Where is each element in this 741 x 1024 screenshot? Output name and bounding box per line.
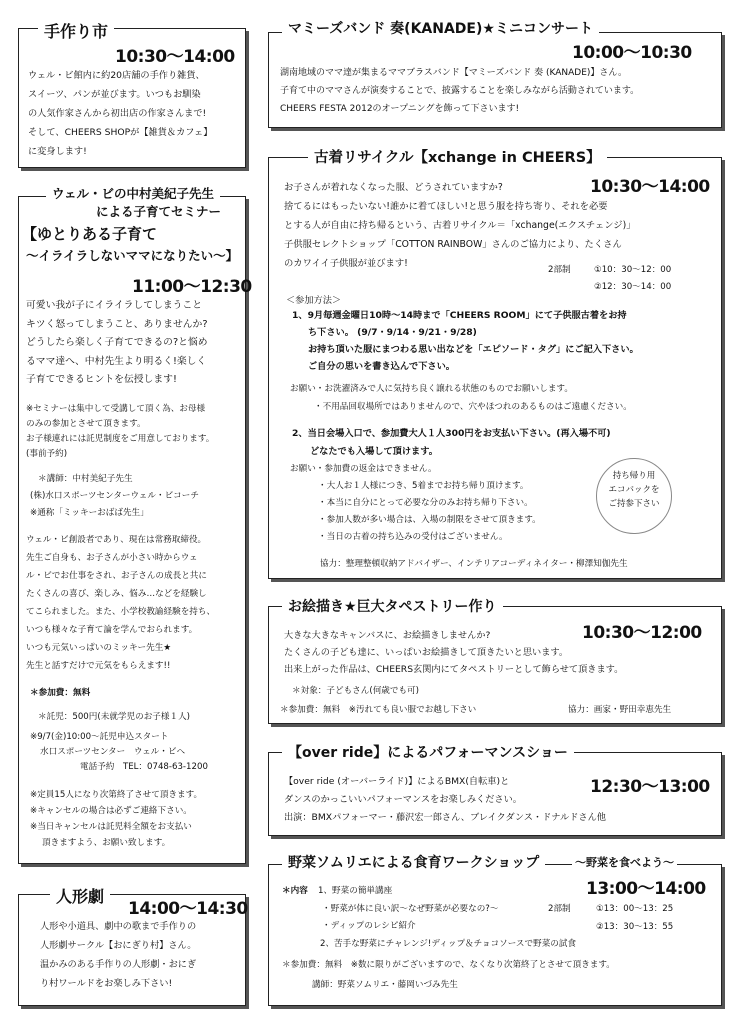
text-line: 先生ご自身も、お子さんが小さい時からウェ: [26, 553, 198, 563]
text-line: 1、野菜の簡単講座: [318, 886, 393, 896]
text-line: とする人が自由に持ち帰るという、古着リサイクル＝「xchange(エクスチェンジ)」: [284, 220, 636, 231]
text-line: 捨てるにはもったいない!誰かに着てほしい!と思う服を持ち寄り、それを必要: [284, 201, 608, 212]
text-line: ・野菜が体に良い訳〜なぜ野菜が必要なの?〜: [322, 903, 499, 914]
text-line: 電話予約 TEL：0748-63-1200: [80, 762, 208, 772]
text-line: どなたでも入場して頂けます。: [310, 446, 438, 457]
text-line: お子様連れには託児制度をご用意しております。: [26, 434, 215, 444]
text-line: ・ディップのレシピ紹介: [322, 921, 416, 931]
text-line: 先生と話すだけで元気をもらえます!!: [26, 661, 171, 671]
text-line: ウェル・ビ館内に約20店舗の手作り雑貨、: [28, 70, 205, 81]
text-line: のカワイイ子供服が並びます!: [284, 258, 408, 269]
text-line: 出来上がった作品は、CHEERS玄関内にてタペストリーとして飾らせて頂きます。: [284, 664, 624, 675]
vegetable-workshop-title: 野菜ソムリエによる食育ワークショップ: [282, 852, 545, 872]
text-line: スイーツ、パンが並びます。いつもお馴染: [28, 89, 201, 100]
handmade-market-title: 手作り市: [38, 19, 114, 42]
seminar-time: 11:00〜12:30: [132, 277, 252, 297]
text-line: ①10：30〜12：00: [594, 265, 672, 275]
text-line: ②13：30〜13：55: [596, 921, 674, 932]
tapestry-title: お絵描き★巨大タペストリー作り: [282, 596, 503, 616]
seminar-subtitle-1: 【ゆとりある子育て: [22, 225, 158, 243]
eco-bag-line: 持ち帰り用: [612, 471, 656, 481]
override-time: 12:30〜13:00: [590, 777, 710, 797]
text-line: 水口スポーツセンター ウェル・ビへ: [40, 747, 186, 757]
text-line: 温かみのある手作りの人形劇・おにぎ: [40, 959, 197, 970]
text-line: お持ち頂いた服にまつわる思い出などを「エピソード・タグ」にご記入下さい。: [308, 344, 639, 355]
text-line: ご自分の思いを書き込んで下さい。: [308, 361, 455, 372]
text-line: キツく怒ってしまうこと、ありませんか?: [26, 318, 208, 330]
text-line: お願い・参加費の返金はできません。: [290, 464, 437, 474]
seminar-heading-1: ウェル・ビの中村美紀子先生: [46, 184, 220, 202]
eco-bag-note: [596, 458, 672, 534]
text-line: ※セミナーは集中して受講して頂く為、お母様: [26, 404, 206, 414]
vegetable-workshop-subtitle: 〜野菜を食べよう〜: [572, 854, 677, 870]
text-line: ＊参加費：無料 ※汚れても良い服でお越し下さい: [280, 705, 477, 715]
text-line: 協力：画家・野田幸恵先生: [568, 705, 672, 715]
text-line: ・参加人数が多い場合は、入場の制限をさせて頂きます。: [318, 515, 541, 525]
text-line: たくさんの子ども達に、いっぱいお絵描きして頂きたいと思います。: [284, 647, 569, 658]
text-line: ※定員15人になり次第終了させて頂きます。: [30, 790, 203, 800]
text-line: 子育て中のママさんが演奏することで、披露することを楽しみながら活動されています。: [280, 86, 640, 96]
text-line: 人形や小道具、劇中の歌まで手作りの: [40, 921, 197, 932]
puppet-show-title: 人形劇: [50, 884, 110, 907]
text-line: ＊内容: [282, 886, 308, 896]
text-line: ・当日の古着の持ち込みの受付はございません。: [318, 532, 508, 542]
text-line: 協力：整理整頓収納アドバイザー、インテリアコーディネイター・柳澤知伽先生: [320, 559, 628, 569]
text-line: ・本当に自分にとって必要な分のみお持ち帰り下さい。: [318, 498, 533, 508]
text-line: てこられました。また、小学校教諭経験を持ち、: [26, 607, 216, 617]
eco-bag-line: エコバックを: [608, 485, 660, 495]
text-line: 湖南地域のママ達が集まるママブラスバンド【マミーズバンド 奏 (KANADE)】さん。: [280, 68, 627, 78]
text-line: ※キャンセルの場合は必ずご連絡下さい。: [30, 806, 192, 816]
seminar-heading-2: による子育てセミナー: [96, 204, 222, 219]
handmade-market-time: 10:30〜14:00: [115, 47, 235, 67]
text-line: 1、9月毎週金曜日10時〜14時まで「CHEERS ROOM」にて子供服古着をお持: [292, 310, 627, 321]
puppet-show-time: 14:00〜14:30: [128, 899, 248, 919]
text-line: 2、当日会場入口で、参加費大人１人300円をお支払い下さい。(再入場不可): [292, 428, 611, 439]
text-line: ＊参加費：無料 ※数に限りがございますので、なくなり次第終了とさせて頂きます。: [282, 960, 615, 970]
text-line: ※9/7(金)10:00〜託児申込スタート: [30, 732, 169, 742]
text-line: 【over ride (オーバーライド)】によるBMX(自転車)と: [284, 776, 510, 787]
text-line: いつも様々な子育て論を学んでおられます。: [26, 625, 198, 635]
text-line: 大きな大きなキャンバスに、お絵描きしませんか?: [284, 630, 491, 641]
text-line: ＊対象：子どもさん(何歳でも可): [292, 686, 420, 696]
text-line: 2部制: [548, 904, 571, 914]
text-line: 講師：野菜ソムリエ・藤岡いづみ先生: [312, 980, 458, 990]
text-line: お子さんが着れなくなった服、どうされていますか?: [284, 182, 503, 193]
text-line: たくさんの喜び、楽しみ、悩み…などを経験し: [26, 589, 207, 599]
text-line: ※通称「ミッキーおばば先生」: [30, 508, 149, 518]
text-line: の人気作家さんから初出店の作家さんまで!: [28, 108, 207, 119]
text-line: ※当日キャンセルは託児料全額をお支払い: [30, 822, 192, 832]
text-line: (株)水口スポーツセンターウェル・ビコーチ: [30, 491, 199, 501]
vegetable-workshop-time: 13:00〜14:00: [586, 879, 706, 899]
text-line: 可愛い我が子にイライラしてしまうこと: [26, 300, 203, 311]
override-title: 【over ride】によるパフォーマンスショー: [282, 742, 574, 762]
concert-time: 10:00〜10:30: [572, 43, 692, 63]
text-line: 子供服セレクトショップ「COTTON RAINBOW」さんのご協力により、たくさん: [284, 239, 622, 250]
text-line: り村ワールドをお楽しみ下さい!: [40, 978, 173, 989]
text-line: ＊託児：500円(未就学児のお子様１人): [38, 712, 191, 722]
text-line: ＊参加費：無料: [30, 688, 91, 698]
text-line: ②12：30〜14：00: [594, 282, 672, 292]
text-line: ＊講師：中村美紀子先生: [38, 474, 133, 484]
text-line: どうしたら楽しく子育てできるの?と悩め: [26, 337, 208, 348]
text-line: 頂きますよう、お願い致します。: [42, 838, 171, 848]
text-line: 出演：BMXパフォーマー・藤沢宏一郎さん、ブレイクダンス・ドナルドさん他: [284, 812, 606, 823]
text-line: ウェル・ビ創設者であり、現在は常務取締役。: [26, 535, 207, 545]
text-line: そして、CHEERS SHOPが【雑貨＆カフェ】: [28, 127, 213, 138]
text-line: ①13：00〜13：25: [596, 904, 674, 914]
text-line: ダンスのかっこいいパフォーマンスをお楽しみください。: [284, 794, 522, 805]
text-line: 2、苦手な野菜にチャレンジ!ディップ＆チョコソースで野菜の試食: [320, 939, 577, 949]
tapestry-time: 10:30〜12:00: [582, 623, 702, 643]
text-line: ・大人お１人様につき、5着までお持ち帰り頂けます。: [318, 481, 529, 491]
text-line: ＜参加方法＞: [286, 295, 342, 306]
xchange-title: 古着リサイクル【xchange in CHEERS】: [308, 146, 607, 167]
text-line: お願い・お洗濯済みで人に気持ち良く譲れる状態のものでお願いします。: [290, 384, 573, 394]
text-line: ル・ビでお仕事をされ、お子さんの成長と共に: [26, 571, 207, 581]
xchange-time: 10:30〜14:00: [590, 177, 710, 197]
seminar-subtitle-2: 〜イライラしないママになりたい〜】: [26, 248, 239, 263]
text-line: るママ達へ、中村先生より明るく!楽しく: [26, 355, 207, 367]
text-line: ・不用品回収場所ではありませんので、穴やほつれのあるものはご遠慮ください。: [314, 402, 632, 412]
text-line: 人形劇サークル【おにぎり村】さん。: [40, 940, 197, 951]
text-line: 2部制: [548, 265, 571, 275]
text-line: 子育てできるヒントを伝授します!: [26, 374, 177, 385]
concert-title: マミーズバンド 奏(KANADE)★ミニコンサート: [282, 18, 599, 38]
text-line: に変身します!: [28, 146, 87, 157]
text-line: (事前予約): [26, 449, 68, 459]
text-line: ち下さい。 (9/7・9/14・9/21・9/28): [308, 327, 477, 338]
text-line: のみの参加とさせて頂きます。: [26, 419, 146, 429]
text-line: いつも元気いっぱいのミッキー先生★: [26, 643, 172, 653]
text-line: CHEERS FESTA 2012のオープニングを飾って下さいます!: [280, 104, 520, 114]
eco-bag-line: ご持参下さい: [608, 499, 660, 509]
